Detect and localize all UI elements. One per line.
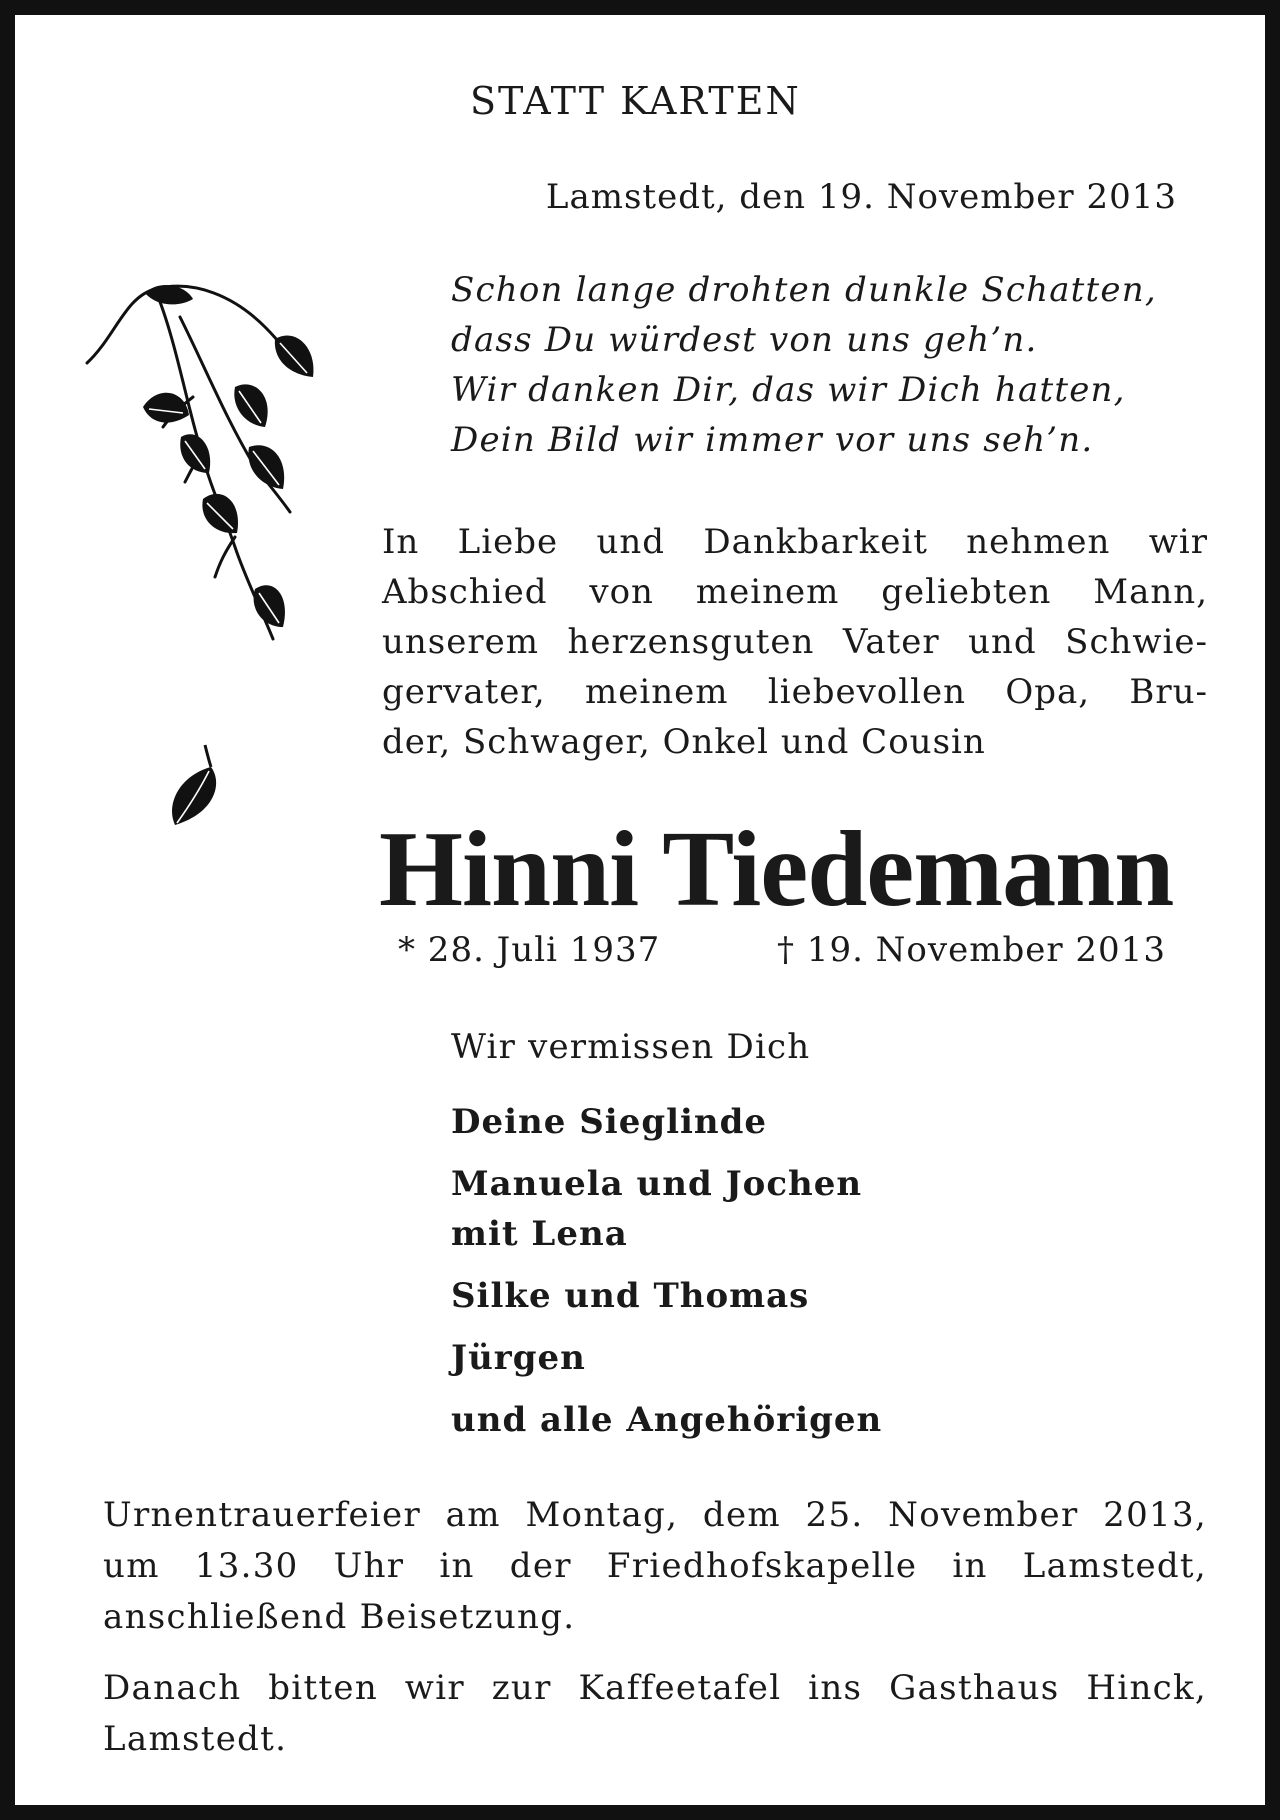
poem-line: Wir danken Dir, das wir Dich hatten,	[451, 370, 1126, 410]
ceremony-line: anschließend Beisetzung.	[103, 1597, 576, 1637]
intro-line: der, Schwager, Onkel und Cousin	[382, 722, 986, 762]
reception-line: Lamstedt.	[103, 1719, 288, 1759]
intro-line: Abschied von meinem geliebten Mann,	[382, 572, 1208, 612]
ceremony-info	[103, 1490, 1207, 1643]
reception-info	[103, 1663, 1207, 1765]
closing-line: Wir vermissen Dich	[451, 1027, 811, 1067]
reception-line: Danach bitten wir zur Kaffeetafel ins Gasthaus Hinck,	[103, 1668, 1207, 1708]
dateline: Lamstedt, den 19. November 2013	[545, 177, 1177, 217]
poem-line: dass Du würdest von uns geh’n.	[451, 320, 1038, 360]
memorial-poem	[451, 265, 1231, 465]
intro-line: In Liebe und Dankbarkeit nehmen wir	[382, 522, 1208, 562]
ceremony-line: Urnentrauerfeier am Montag, dem 25. November 2013,	[103, 1495, 1207, 1535]
falling-leaf-icon	[165, 743, 225, 833]
header-title: STATT KARTEN	[470, 79, 801, 123]
death-date: † 19. November 2013	[777, 930, 1166, 970]
intro-text	[382, 517, 1208, 767]
family-list	[451, 1097, 1051, 1457]
deceased-name: Hinni Tiedemann	[379, 810, 1174, 929]
ceremony-line: um 13.30 Uhr in der Friedhofskapelle in Lamstedt,	[103, 1546, 1207, 1586]
family-member: Deine Sieglinde	[451, 1102, 768, 1142]
leaf-branch-icon	[85, 277, 345, 657]
poem-line: Dein Bild wir immer vor uns seh’n.	[451, 420, 1094, 460]
intro-line: gervater, meinem liebevollen Opa, Bru-	[382, 672, 1208, 712]
family-member: Silke und Thomas	[451, 1276, 810, 1316]
family-member: und alle Angehörigen	[451, 1400, 883, 1440]
intro-line: unserem herzensguten Vater und Schwie-	[382, 622, 1208, 662]
family-member: Manuela und Jochen mit Lena	[451, 1164, 863, 1254]
poem-line: Schon lange drohten dunkle Schatten,	[451, 270, 1157, 310]
service-details	[103, 1490, 1207, 1785]
birth-date: * 28. Juli 1937	[398, 930, 661, 970]
family-member: Jürgen	[451, 1338, 586, 1378]
